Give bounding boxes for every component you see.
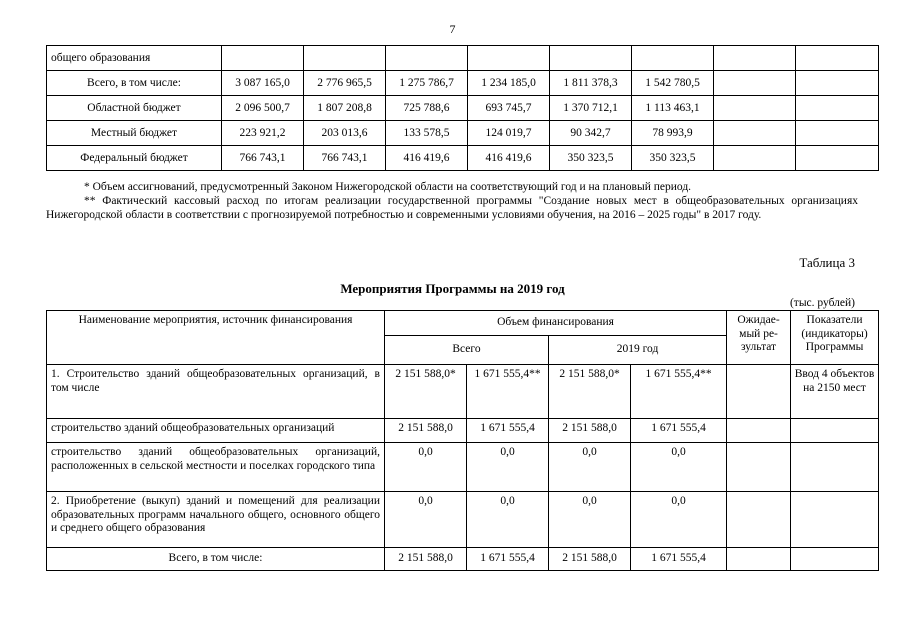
table-row — [47, 365, 879, 419]
cell: 133 578,5 — [386, 121, 468, 146]
cell: 0,0 — [631, 443, 727, 492]
table-row — [47, 121, 879, 146]
row-label: Всего, в том числе: — [47, 71, 222, 96]
measure-name: Всего, в том числе: — [47, 548, 385, 571]
cell: 1 671 555,4 — [631, 548, 727, 571]
page-number: 7 — [449, 22, 456, 36]
table-row — [47, 419, 879, 443]
expected-result — [727, 548, 791, 571]
table-row — [47, 443, 879, 492]
cell — [714, 71, 796, 96]
measures-table — [46, 310, 879, 571]
cell — [796, 46, 879, 71]
cell: 203 013,6 — [304, 121, 386, 146]
row-label: Областной бюджет — [47, 96, 222, 121]
measure-name: строительство зданий общеобразовательных организаций — [47, 419, 385, 443]
footnotes — [46, 180, 858, 222]
cell: 0,0 — [631, 492, 727, 548]
cell: 350 323,5 — [632, 146, 714, 171]
expected-result — [727, 492, 791, 548]
expected-result — [727, 365, 791, 419]
footnote: ** Фактический кассовый расход по итогам реализации государственной программы "Создание новых мест в общеобразовательных организациях Нижегородской области в соответствии с прогнозируемой потребностью и современными условиями обучения, на 2016 – 2025 годы" в 2017 году. — [46, 195, 858, 221]
cell — [796, 146, 879, 171]
cell: 0,0 — [467, 443, 549, 492]
indicator — [791, 443, 879, 492]
cell: 0,0 — [549, 443, 631, 492]
cell: 2 151 588,0* — [385, 365, 467, 419]
cell: 1 671 555,4 — [467, 419, 549, 443]
header-total: Всего — [385, 336, 549, 365]
cell: 2 151 588,0* — [549, 365, 631, 419]
cell: 223 921,2 — [222, 121, 304, 146]
table-title: Мероприятия Программы на 2019 год — [340, 281, 565, 296]
expected-result — [727, 443, 791, 492]
row-label: Федеральный бюджет — [47, 146, 222, 171]
table-row — [47, 96, 879, 121]
cell: 2 151 588,0 — [385, 419, 467, 443]
row-label: общего образования — [47, 46, 222, 71]
cell — [386, 46, 468, 71]
cell: 1 113 463,1 — [632, 96, 714, 121]
cell: 725 788,6 — [386, 96, 468, 121]
cell: 1 811 378,3 — [550, 71, 632, 96]
cell: 1 370 712,1 — [550, 96, 632, 121]
cell — [714, 46, 796, 71]
cell: 2 096 500,7 — [222, 96, 304, 121]
header-expected: Ожидае-мый ре-зультат — [727, 311, 791, 365]
cell: 0,0 — [385, 492, 467, 548]
cell: 416 419,6 — [468, 146, 550, 171]
cell: 78 993,9 — [632, 121, 714, 146]
cell: 1 671 555,4 — [467, 548, 549, 571]
cell: 1 542 780,5 — [632, 71, 714, 96]
table-number: Таблица 3 — [799, 255, 855, 270]
cell — [550, 46, 632, 71]
funding-table-continued — [46, 45, 879, 171]
cell: 350 323,5 — [550, 146, 632, 171]
cell: 693 745,7 — [468, 96, 550, 121]
cell: 1 807 208,8 — [304, 96, 386, 121]
measure-name: 1. Строительство зданий общеобразовательных организаций, в том числе — [47, 365, 385, 419]
cell — [222, 46, 304, 71]
table-row — [47, 46, 879, 71]
table-row — [47, 548, 879, 571]
cell: 1 671 555,4** — [631, 365, 727, 419]
cell — [796, 96, 879, 121]
row-label: Местный бюджет — [47, 121, 222, 146]
cell: 3 087 165,0 — [222, 71, 304, 96]
indicator: Ввод 4 объектов на 2150 мест — [791, 365, 879, 419]
cell: 124 019,7 — [468, 121, 550, 146]
indicator — [791, 419, 879, 443]
cell: 2 151 588,0 — [549, 548, 631, 571]
cell: 1 671 555,4** — [467, 365, 549, 419]
measure-name: 2. Приобретение (выкуп) зданий и помещений для реализации образовательных программ начального общего, основного общего и среднего общего образования — [47, 492, 385, 548]
table-row — [47, 71, 879, 96]
cell — [304, 46, 386, 71]
units-label: (тыс. рублей) — [789, 297, 855, 309]
header-name: Наименование мероприятия, источник финансирования — [47, 311, 385, 365]
cell: 0,0 — [467, 492, 549, 548]
cell — [714, 96, 796, 121]
measure-name: строительство зданий общеобразовательных организаций, расположенных в сельской местности и поселках городского типа — [47, 443, 385, 492]
cell: 90 342,7 — [550, 121, 632, 146]
expected-result — [727, 419, 791, 443]
cell: 1 234 185,0 — [468, 71, 550, 96]
cell: 766 743,1 — [222, 146, 304, 171]
cell: 1 671 555,4 — [631, 419, 727, 443]
cell: 766 743,1 — [304, 146, 386, 171]
table-header-row — [47, 311, 879, 336]
indicator — [791, 548, 879, 571]
table-row — [47, 146, 879, 171]
footnote: * Объем ассигнований, предусмотренный Законом Нижегородской области на соответствующий год и на плановый период. — [84, 181, 692, 193]
table-row — [47, 492, 879, 548]
cell: 1 275 786,7 — [386, 71, 468, 96]
cell: 0,0 — [385, 443, 467, 492]
header-indicators: Показатели (индикаторы) Программы — [791, 311, 879, 365]
cell — [796, 121, 879, 146]
header-volume: Объем финансирования — [385, 311, 727, 336]
cell: 416 419,6 — [386, 146, 468, 171]
cell: 2 151 588,0 — [549, 419, 631, 443]
cell: 2 151 588,0 — [385, 548, 467, 571]
indicator — [791, 492, 879, 548]
header-year: 2019 год — [549, 336, 727, 365]
cell — [632, 46, 714, 71]
cell — [714, 121, 796, 146]
cell: 2 776 965,5 — [304, 71, 386, 96]
cell — [796, 71, 879, 96]
cell: 0,0 — [549, 492, 631, 548]
cell — [714, 146, 796, 171]
cell — [468, 46, 550, 71]
